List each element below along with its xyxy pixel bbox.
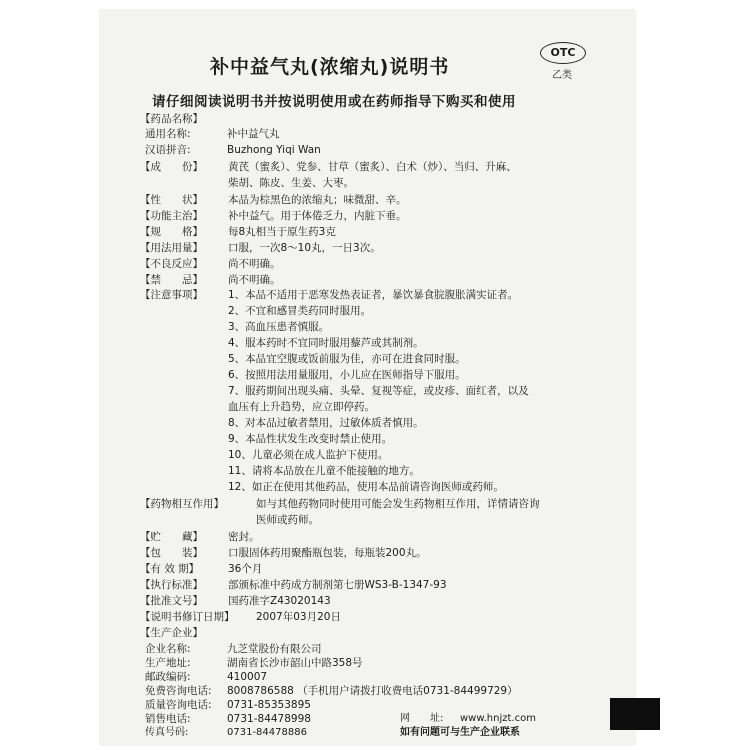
sales-row [145, 712, 311, 726]
indications-row [140, 209, 407, 223]
character-value: 本品为棕黑色的浓缩丸；味微甜、辛。 [228, 194, 407, 206]
company-name-row [145, 642, 322, 656]
storage-row [140, 530, 260, 544]
precautions-label: 【注意事项】 [140, 289, 203, 301]
precaution-item: 3、高血压患者慎服。 [228, 321, 330, 333]
quality-row [145, 698, 311, 712]
dosage-label: 【用法用量】 [140, 242, 203, 254]
pinyin-label: 汉语拼音: [145, 144, 191, 156]
ingredients-row [140, 160, 517, 174]
interactions-line-1: 如与其他药物同时使用可能会发生药物相互作用，详情请咨询 [256, 498, 540, 510]
validity-value: 36个月 [228, 563, 263, 575]
website-value: www.hnjzt.com [460, 713, 536, 724]
contact-note: 如有问题可与生产企业联系 [400, 727, 520, 738]
website-row [400, 712, 536, 726]
precaution-item: 12、如正在使用其他药品，使用本品前请咨询医师或药师。 [228, 481, 504, 493]
common-name-row [145, 127, 280, 141]
standard-row [140, 578, 447, 592]
contraindications-value: 尚不明确。 [228, 274, 281, 286]
indications-value: 补中益气。用于体倦乏力，内脏下垂。 [228, 210, 407, 222]
fax-label: 传真号码: [145, 727, 189, 738]
revision-value: 2007年03月20日 [256, 611, 341, 623]
precaution-item: 9、本品性状发生改变时禁止使用。 [228, 433, 393, 445]
precaution-item: 7、服药期间出现头痛、头晕、复视等症，或皮疹、面红者，以及 [228, 385, 529, 397]
address-row [145, 656, 363, 670]
approval-value: 国药准字Z43020143 [228, 595, 331, 607]
package-row [140, 546, 427, 560]
quality-label: 质量咨询电话: [145, 699, 212, 711]
precaution-item: 2、不宜和感冒类药同时服用。 [228, 305, 372, 317]
ingredients-line-2: 柴胡、陈皮、生姜、大枣。 [228, 177, 354, 189]
hotline-label: 免费咨询电话: [145, 685, 212, 697]
approval-row [140, 594, 331, 608]
dark-edge-block [610, 698, 660, 730]
usage-notice: 请仔细阅读说明书并按说明使用或在药师指导下购买和使用 [152, 94, 516, 110]
fax-value: 0731-84478886 [227, 727, 307, 738]
pinyin-row [145, 143, 321, 157]
storage-label: 【贮 藏】 [140, 531, 203, 543]
character-label: 【性 状】 [140, 194, 203, 206]
dosage-value: 口服，一次8～10丸，一日3次。 [228, 242, 381, 254]
drug-name-section [140, 112, 203, 126]
company-name-label: 企业名称: [145, 643, 191, 655]
character-row [140, 193, 407, 207]
postcode-row [145, 670, 267, 684]
approval-label: 【批准文号】 [140, 595, 203, 607]
precaution-item: 4、服本药时不宜同时服用藜芦或其制剂。 [228, 337, 424, 349]
precaution-item: 11、请将本品放在儿童不能接触的地方。 [228, 465, 420, 477]
manufacturer-label: 【生产企业】 [140, 627, 203, 639]
fax-row [145, 726, 307, 740]
pinyin-value: Buzhong Yiqi Wan [227, 144, 321, 156]
dosage-row [140, 241, 381, 255]
sales-label: 销售电话: [145, 713, 191, 725]
common-name-value: 补中益气丸 [227, 128, 280, 140]
revision-label: 【说明书修订日期】 [140, 611, 235, 623]
adverse-label: 【不良反应】 [140, 258, 203, 270]
specification-label: 【规 格】 [140, 226, 203, 238]
revision-row [140, 610, 341, 624]
postcode-value: 410007 [227, 671, 268, 683]
precaution-item: 6、按照用法用量服用，小儿应在医师指导下服用。 [228, 369, 466, 381]
package-value: 口服固体药用聚酯瓶包装，每瓶装200丸。 [228, 547, 427, 559]
contraindications-row [140, 273, 281, 287]
otc-badge: OTC [540, 42, 586, 64]
precaution-item: 8、对本品过敏者禁用，过敏体质者慎用。 [228, 417, 424, 429]
specification-row [140, 225, 336, 239]
interactions-line-2: 医师或药师。 [256, 514, 319, 526]
standard-value: 部颁标准中药成方制剂第七册WS3-B-1347-93 [228, 579, 447, 591]
specification-value: 每8丸相当于原生药3克 [228, 226, 336, 238]
sales-value: 0731-84478998 [227, 713, 311, 725]
storage-value: 密封。 [228, 531, 260, 543]
ingredients-label: 【成 份】 [140, 161, 203, 173]
common-name-label: 通用名称: [145, 128, 191, 140]
ingredients-line-1: 黄芪（蜜炙）、党参、甘草（蜜炙）、白术（炒）、当归、升麻、 [228, 161, 517, 173]
document-title: 补中益气丸(浓缩丸)说明书 [210, 56, 450, 78]
adverse-row [140, 257, 281, 271]
package-label: 【包 装】 [140, 547, 203, 559]
quality-value: 0731-85353895 [227, 699, 311, 711]
validity-label: 【有 效 期】 [140, 563, 200, 575]
precaution-item: 10、儿童必须在成人监护下使用。 [228, 449, 389, 461]
drug-name-label: 【药品名称】 [140, 113, 203, 125]
hotline-note: （手机用户请拨打收费电话0731-84499729） [297, 685, 518, 697]
hotline-row [145, 684, 518, 698]
postcode-label: 邮政编码: [145, 671, 191, 683]
interactions-label: 【药物相互作用】 [140, 498, 224, 510]
website-label: 网 址: [400, 713, 444, 724]
address-value: 湖南省长沙市韶山中路358号 [227, 657, 363, 669]
indications-label: 【功能主治】 [140, 210, 203, 222]
adverse-value: 尚不明确。 [228, 258, 281, 270]
validity-row [140, 562, 262, 576]
precaution-item: 1、本品不适用于恶寒发热表证者，暴饮暴食脘腹胀满实证者。 [228, 289, 519, 301]
interactions-row [140, 497, 540, 511]
standard-label: 【执行标准】 [140, 579, 203, 591]
precaution-item: 血压有上升趋势，应立即停药。 [228, 401, 375, 413]
company-name-value: 九芝堂股份有限公司 [227, 643, 322, 655]
address-label: 生产地址: [145, 657, 191, 669]
contraindications-label: 【禁 忌】 [140, 274, 203, 286]
precaution-item: 5、本品宜空腹或饭前服为佳，亦可在进食同时服。 [228, 353, 466, 365]
hotline-value: 8008786588 [227, 685, 294, 697]
otc-class-label: 乙类 [552, 70, 572, 81]
